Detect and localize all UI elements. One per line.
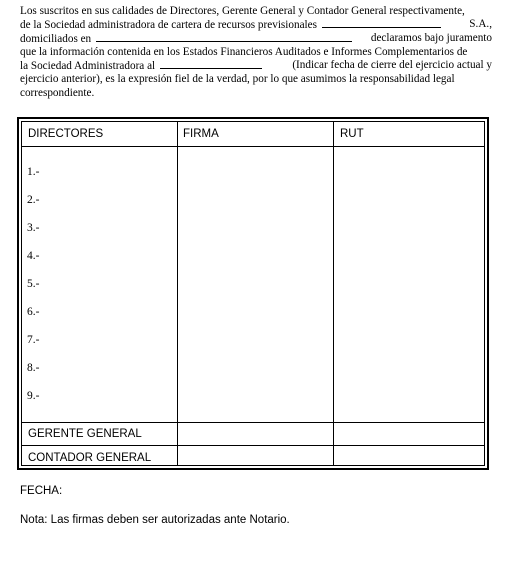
directors-section-divider <box>22 422 484 423</box>
contador-general-label: CONTADOR GENERAL <box>28 452 152 464</box>
declaration-line-2 <box>20 18 492 32</box>
director-row-number: 1.- <box>27 166 40 178</box>
header-directores: DIRECTORES <box>28 128 104 140</box>
domicile-label: domiciliados en <box>20 33 92 46</box>
declaration-line-6: ejercicio anterior), es la expresión fiel de la verdad, por lo que asumimos la responsabilidad legal <box>20 73 455 86</box>
declaration-line-7: correspondiente. <box>20 86 95 99</box>
closing-date-blank[interactable] <box>160 59 262 69</box>
signature-table-inner <box>21 121 485 466</box>
director-row-number: 3.- <box>27 222 40 234</box>
director-row-number: 4.- <box>27 250 40 262</box>
signature-table <box>17 117 489 470</box>
header-row-divider <box>22 146 484 147</box>
header-rut: RUT <box>340 128 364 140</box>
director-row-number: 2.- <box>27 194 40 206</box>
domicile-blank[interactable] <box>96 32 352 42</box>
fecha-label: FECHA: <box>20 485 63 497</box>
declaration-line-2-text: de la Sociedad administradora de cartera de recursos previsionales <box>20 19 317 32</box>
declaration-line-1: Los suscritos en sus calidades de Directores, Gerente General y Contador General respectivamente, <box>20 5 465 17</box>
sa-label: S.A., <box>469 18 492 31</box>
director-row-number: 9.- <box>27 390 40 402</box>
gerente-row-divider <box>22 445 484 446</box>
director-row-number: 8.- <box>27 362 40 374</box>
column-divider-rut <box>333 122 334 465</box>
date-label: la Sociedad Administradora al <box>20 60 156 73</box>
oath-text: declaramos bajo juramento <box>370 32 492 45</box>
gerente-general-label: GERENTE GENERAL <box>28 428 142 440</box>
director-row-number: 7.- <box>27 334 40 346</box>
notary-note: Nota: Las firmas deben ser autorizadas ante Notario. <box>20 514 290 526</box>
column-divider-firma <box>177 122 178 465</box>
declaration-paragraph <box>20 5 492 100</box>
director-row-number: 5.- <box>27 278 40 290</box>
entity-name-blank[interactable] <box>322 18 441 28</box>
header-firma: FIRMA <box>183 128 219 140</box>
declaration-line-5 <box>20 59 492 73</box>
director-row-number: 6.- <box>27 306 40 318</box>
declaration-line-4: que la información contenida en los Estados Financieros Auditados e Informes Complementarios de <box>20 46 468 59</box>
date-instruction: (Indicar fecha de cierre del ejercicio actual y <box>292 59 492 72</box>
declaration-line-3 <box>20 32 492 46</box>
